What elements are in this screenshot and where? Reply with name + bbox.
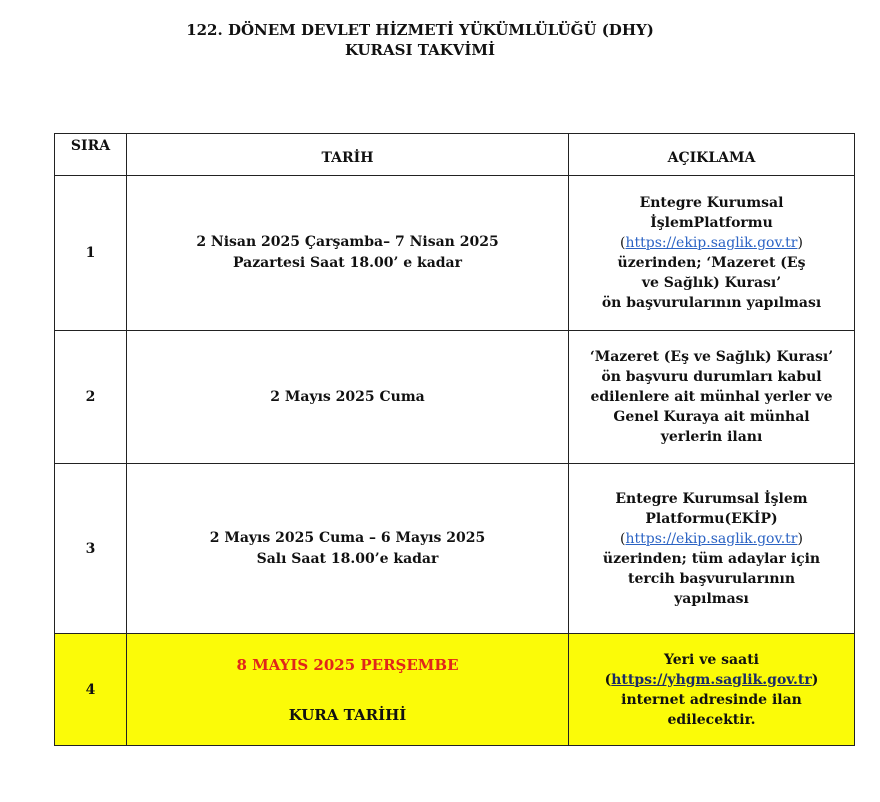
row-description (569, 464, 855, 634)
row-description (569, 176, 855, 331)
paren-open: ( (620, 235, 626, 251)
desc-line: Yeri ve saati (664, 651, 759, 668)
title-line-1: 122. DÖNEM DEVLET HİZMETİ YÜKÜMLÜLÜĞÜ (DHY) (186, 21, 654, 39)
desc-line: yerlerin ilanı (660, 429, 763, 445)
paren-close: ) (797, 530, 803, 547)
paren-open: ( (620, 530, 626, 547)
desc-line: üzerinden; ‘Mazeret (Eş (617, 255, 806, 271)
date-line: Salı Saat 18.00’e kadar (256, 550, 439, 567)
header-tarih: TARİH (127, 134, 569, 176)
table-row-highlighted (55, 634, 855, 746)
schedule-table (54, 133, 855, 746)
desc-line: ve Sağlık) Kurası’ (641, 275, 782, 291)
paren-close: ) (797, 235, 803, 251)
desc-line: ön başvuru durumları kabul (601, 369, 822, 385)
date-line: 2 Mayıs 2025 Cuma (270, 388, 425, 405)
title-line-2: KURASI TAKVİMİ (344, 41, 496, 59)
row-date (127, 634, 569, 746)
desc-line: Entegre Kurumsal (639, 195, 784, 211)
desc-line: yapılması (674, 590, 749, 607)
row-description (569, 331, 855, 464)
row-number: 4 (55, 634, 127, 746)
date-line: Pazartesi Saat 18.00’ e kadar (232, 255, 463, 271)
desc-line: ‘Mazeret (Eş ve Sağlık) Kurası’ (589, 349, 834, 365)
desc-link-line (569, 529, 854, 549)
desc-line: Entegre Kurumsal İşlem (615, 490, 808, 507)
ekip-link[interactable]: https://ekip.saglik.gov.tr (625, 235, 798, 251)
date-line: 2 Nisan 2025 Çarşamba– 7 Nisan 2025 (196, 234, 499, 250)
table-row (55, 464, 855, 634)
ekip-link[interactable]: https://ekip.saglik.gov.tr (625, 530, 798, 547)
desc-link-line (569, 233, 854, 253)
desc-line: tercih başvurularının (627, 570, 795, 587)
row-description (569, 634, 855, 746)
table-row (55, 331, 855, 464)
row-number: 3 (55, 464, 127, 634)
row-date (127, 176, 569, 331)
header-sira: SIRA (55, 134, 127, 176)
desc-line: internet adresinde ilan (621, 691, 802, 708)
yhgm-link[interactable]: https://yhgm.saglik.gov.tr (611, 671, 812, 688)
desc-line: edilenlere ait münhal yerler ve (590, 389, 833, 405)
desc-line: Platformu(EKİP) (645, 510, 778, 527)
desc-line: Genel Kuraya ait münhal (613, 409, 810, 425)
row-number: 2 (55, 331, 127, 464)
desc-link-line (569, 670, 854, 690)
header-aciklama: AÇIKLAMA (569, 134, 855, 176)
row-number: 1 (55, 176, 127, 331)
desc-line: İşlemPlatformu (650, 215, 773, 231)
kura-label: KURA TARİHİ (288, 705, 407, 724)
table-row (55, 176, 855, 331)
page-title (0, 20, 840, 60)
row-date (127, 331, 569, 464)
desc-line: üzerinden; tüm adaylar için (602, 550, 821, 567)
paren-open: ( (604, 671, 612, 688)
paren-close: ) (811, 671, 819, 688)
row-date (127, 464, 569, 634)
desc-line: ön başvurularının yapılması (601, 295, 822, 311)
date-line: 2 Mayıs 2025 Cuma – 6 Mayıs 2025 (209, 529, 486, 546)
kura-date: 8 MAYIS 2025 PERŞEMBE (236, 655, 459, 674)
table-header-row (55, 134, 855, 176)
desc-line: edilecektir. (667, 711, 756, 728)
